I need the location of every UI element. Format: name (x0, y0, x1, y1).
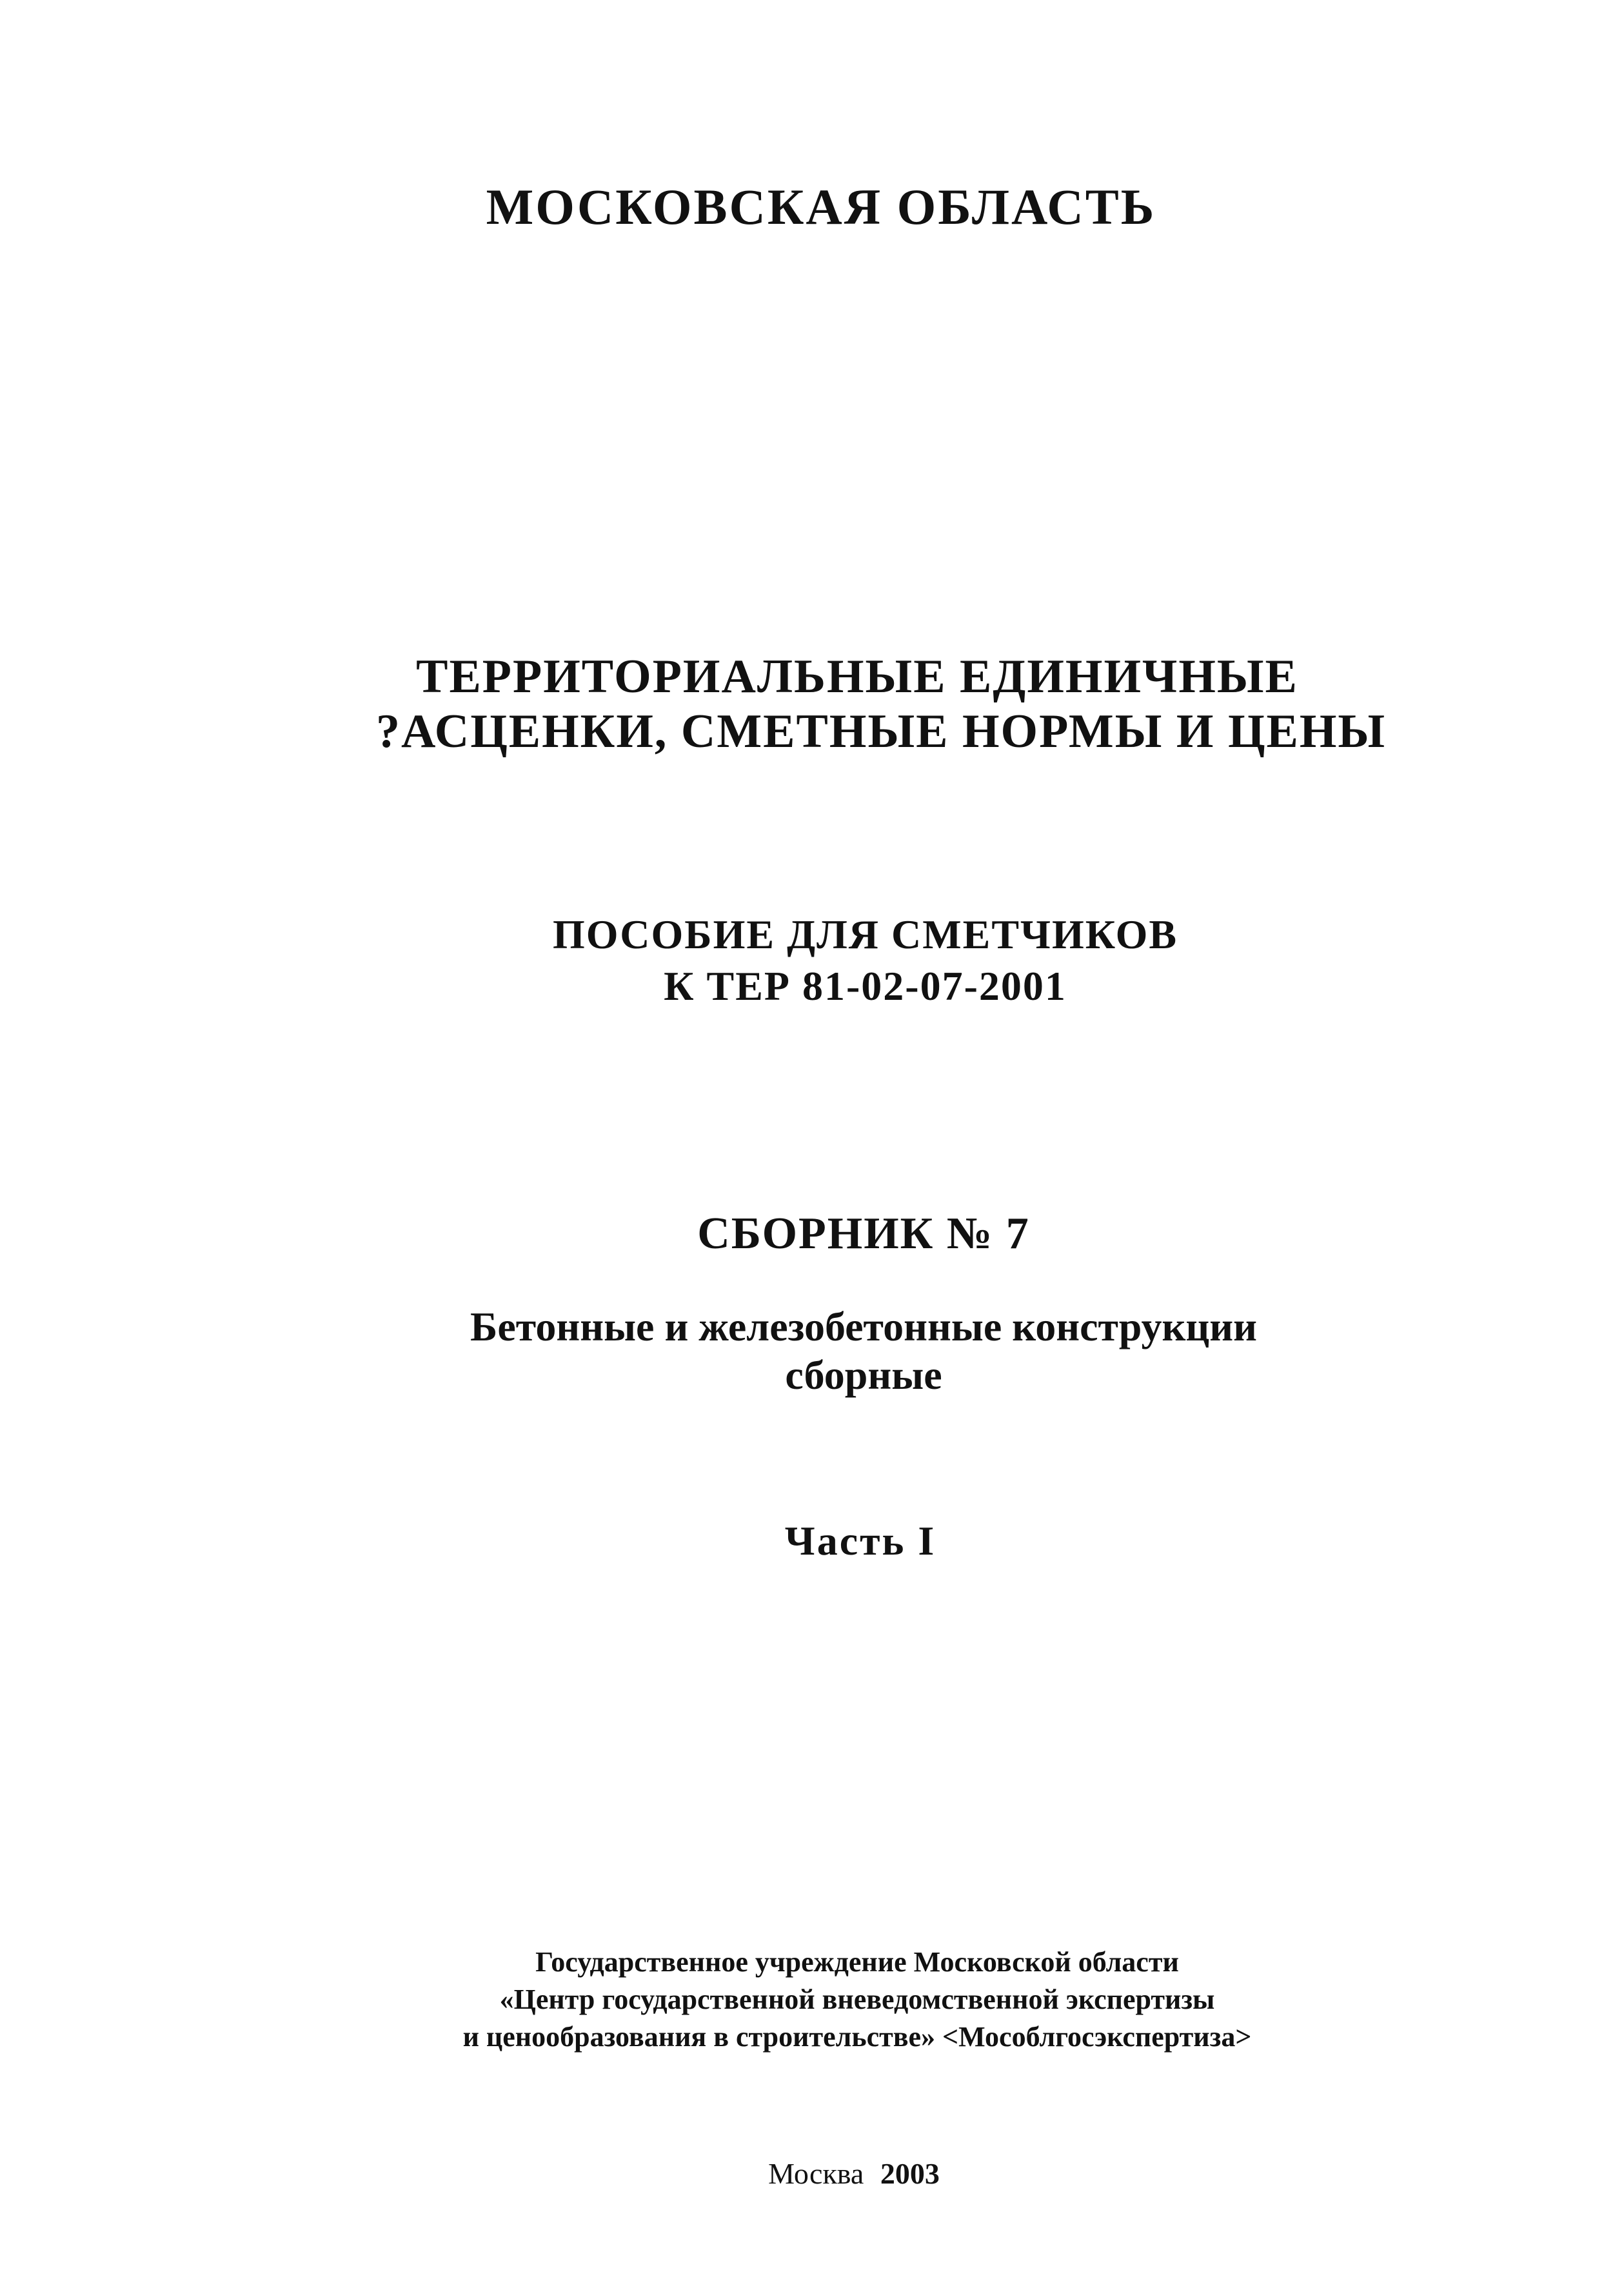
document-title-line-2: ?АСЦЕНКИ, СМЕТНЫЕ НОРМЫ И ЦЕНЫ (376, 705, 1387, 758)
publisher-line-2: «Центр государственной вневедомственной экспертизы (499, 1984, 1215, 2015)
collection-subject-line-1: Бетонные и железобетонные конструкции (470, 1304, 1257, 1349)
part-number: Часть I (784, 1518, 936, 1564)
imprint (0, 2159, 1624, 2189)
manual-title-line-1: ПОСОБИЕ ДЛЯ СМЕТЧИКОВ (552, 911, 1178, 957)
region-heading: МОСКОВСКАЯ ОБЛАСТЬ (486, 179, 1156, 235)
collection-subject-line-2: сборные (785, 1352, 942, 1398)
manual-title-line-2: К ТЕР 81-02-07-2001 (664, 963, 1067, 1009)
document-title-line-1: ТЕРРИТОРИАЛЬНЫЕ ЕДИНИЧНЫЕ (416, 650, 1298, 703)
collection-number: СБОРНИК № 7 (697, 1209, 1030, 1259)
imprint-city: Москва (768, 2157, 864, 2190)
publisher-line-1: Государственное учреждение Московской области (535, 1946, 1179, 1978)
publisher-line-3: и ценообразования в строительстве» <Мособлгосэкспертиза> (462, 2021, 1252, 2053)
imprint-year: 2003 (880, 2157, 940, 2190)
